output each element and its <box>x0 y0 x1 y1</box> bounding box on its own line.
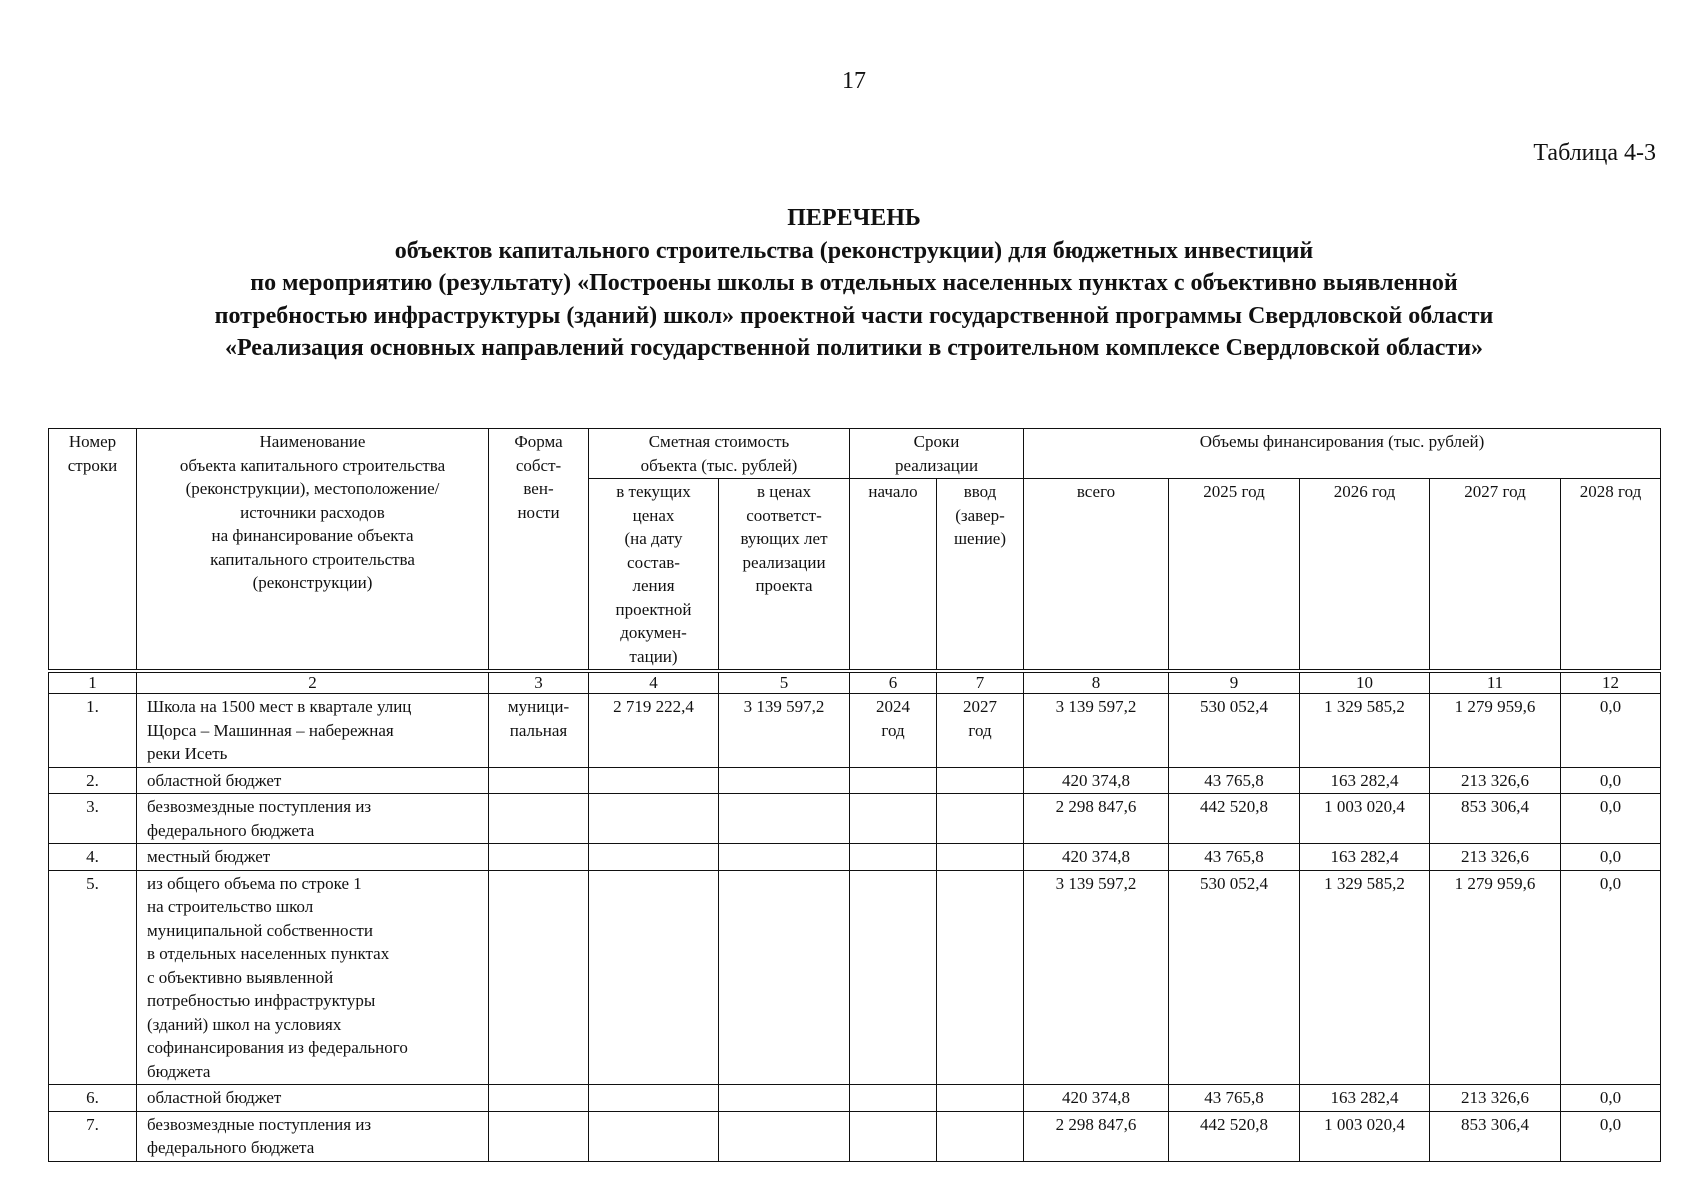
text-line: Сроки <box>913 432 960 451</box>
column-number: 6 <box>850 673 937 694</box>
financing-2028: 0,0 <box>1561 767 1661 794</box>
text-line: собст- <box>515 455 562 475</box>
text-line: капитального строительства <box>210 549 415 569</box>
header-timeline <box>850 429 1024 479</box>
cost-current-prices <box>589 844 719 871</box>
financing-2026: 163 282,4 <box>1300 767 1430 794</box>
text-line: тации) <box>629 646 678 666</box>
text-line: начало <box>868 482 918 501</box>
ownership-form <box>489 870 589 1085</box>
table-row <box>49 794 1661 844</box>
financing-2026: 1 003 020,4 <box>1300 1111 1430 1161</box>
object-name <box>137 767 489 794</box>
text-line: ввод <box>963 482 997 501</box>
text-line: год <box>968 720 992 740</box>
text-line: вен- <box>523 479 554 498</box>
text-line: год <box>881 720 905 740</box>
object-name <box>137 844 489 871</box>
text-line: из общего объема по строке 1 <box>147 873 362 893</box>
header-row-number <box>49 429 137 670</box>
text-line: (завер- <box>955 505 1005 525</box>
row-number: 3. <box>49 794 137 844</box>
header-current-prices <box>589 479 719 670</box>
completion-year <box>937 767 1024 794</box>
text-line: областной бюджет <box>147 1088 282 1107</box>
text-line: на финансирование объекта <box>211 526 414 545</box>
completion-year <box>937 794 1024 844</box>
cost-projected-prices: 3 139 597,2 <box>719 694 850 768</box>
financing-2027: 213 326,6 <box>1430 1085 1561 1112</box>
cost-current-prices <box>589 794 719 844</box>
header-2027: 2027 год <box>1430 479 1561 670</box>
text-line: Объемы финансирования (тыс. рублей) <box>1199 432 1485 451</box>
cost-current-prices: 2 719 222,4 <box>589 694 719 768</box>
start-year <box>850 694 937 768</box>
text-line: с объективно выявленной <box>147 967 334 987</box>
page-number: 17 <box>842 68 866 94</box>
title-line: объектов капитального строительства (реконструкции) для бюджетных инвестиций <box>394 237 1314 264</box>
financing-total: 420 374,8 <box>1024 767 1169 794</box>
row-number: 7. <box>49 1111 137 1161</box>
column-number: 3 <box>489 673 589 694</box>
text-line: безвозмездные поступления из <box>147 1114 372 1134</box>
financing-2027: 1 279 959,6 <box>1430 694 1561 768</box>
title-line: потребностью инфраструктуры (зданий) школ» проектной части государственной программы Свердловской области <box>214 302 1494 329</box>
financing-total: 3 139 597,2 <box>1024 694 1169 768</box>
column-number: 12 <box>1561 673 1661 694</box>
object-name <box>137 794 489 844</box>
object-name <box>137 870 489 1085</box>
row-number: 1. <box>49 694 137 768</box>
text-line: потребностью инфраструктуры <box>147 991 376 1010</box>
text-line: бюджета <box>147 1061 211 1081</box>
text-line: федерального бюджета <box>147 1138 315 1157</box>
financing-2025: 442 520,8 <box>1169 1111 1300 1161</box>
table-row <box>49 1111 1661 1161</box>
text-line: объекта капитального строительства <box>179 455 446 475</box>
text-line: безвозмездные поступления из <box>147 797 372 816</box>
cost-projected-prices <box>719 767 850 794</box>
start-year <box>850 844 937 871</box>
financing-total: 3 139 597,2 <box>1024 870 1169 1085</box>
row-number: 5. <box>49 870 137 1085</box>
cost-current-prices <box>589 767 719 794</box>
ownership-form <box>489 844 589 871</box>
text-line: проекта <box>755 576 813 595</box>
text-line: источники расходов <box>240 502 385 522</box>
header-projected-prices <box>719 479 850 670</box>
start-year <box>850 1085 937 1112</box>
completion-year <box>937 870 1024 1085</box>
text-line: федерального бюджета <box>147 820 315 840</box>
text-line: Щорса – Машинная – набережная <box>147 720 394 740</box>
ownership-form <box>489 694 589 768</box>
text-line: (зданий) школ на условиях <box>147 1014 342 1034</box>
text-line: реализации <box>894 455 979 475</box>
column-number: 5 <box>719 673 850 694</box>
completion-year <box>937 844 1024 871</box>
row-number: 6. <box>49 1085 137 1112</box>
text-line: Номер <box>68 432 117 451</box>
text-line: на строительство школ <box>147 897 314 916</box>
text-line: объекта (тыс. рублей) <box>640 455 798 475</box>
text-line: муници- <box>507 697 570 716</box>
start-year <box>850 870 937 1085</box>
column-number: 11 <box>1430 673 1561 694</box>
cost-projected-prices <box>719 1111 850 1161</box>
text-line: (реконструкции) <box>252 573 373 592</box>
start-year <box>850 767 937 794</box>
column-number: 10 <box>1300 673 1430 694</box>
ownership-form <box>489 794 589 844</box>
text-line: соответст- <box>746 505 822 525</box>
financing-2025: 43 765,8 <box>1169 844 1300 871</box>
column-number: 8 <box>1024 673 1169 694</box>
header-total: всего <box>1024 479 1169 670</box>
table-row <box>49 767 1661 794</box>
header-2026: 2026 год <box>1300 479 1430 670</box>
text-line: состав- <box>627 552 680 572</box>
column-number: 9 <box>1169 673 1300 694</box>
financing-2027: 213 326,6 <box>1430 844 1561 871</box>
text-line: софинансирования из федерального <box>147 1038 408 1057</box>
objects-table <box>48 428 1661 1162</box>
financing-2026: 163 282,4 <box>1300 844 1430 871</box>
header-ownership <box>489 429 589 670</box>
completion-year <box>937 1111 1024 1161</box>
header-estimated-cost <box>589 429 850 479</box>
financing-2027: 213 326,6 <box>1430 767 1561 794</box>
table-row <box>49 844 1661 871</box>
text-line: проектной <box>615 599 692 619</box>
header-start <box>850 479 937 670</box>
financing-total: 420 374,8 <box>1024 844 1169 871</box>
cost-current-prices <box>589 1111 719 1161</box>
start-year <box>850 794 937 844</box>
text-line: Сметная стоимость <box>648 432 790 451</box>
text-line: докумен- <box>620 623 687 642</box>
text-line: Наименование <box>259 432 366 451</box>
table-id: Таблица 4-3 <box>1533 140 1656 166</box>
text-line: Школа на 1500 мест в квартале улиц <box>147 697 412 716</box>
column-number: 4 <box>589 673 719 694</box>
cost-projected-prices <box>719 870 850 1085</box>
financing-2026: 1 329 585,2 <box>1300 694 1430 768</box>
cost-projected-prices <box>719 844 850 871</box>
text-line: вующих лет <box>740 529 828 548</box>
financing-2025: 530 052,4 <box>1169 694 1300 768</box>
text-line: строки <box>67 455 118 475</box>
text-line: 2027 <box>963 697 997 716</box>
financing-total: 420 374,8 <box>1024 1085 1169 1112</box>
text-line: шение) <box>953 529 1007 548</box>
ownership-form <box>489 1085 589 1112</box>
column-number: 7 <box>937 673 1024 694</box>
text-line: Форма <box>514 432 563 451</box>
text-line: областной бюджет <box>147 770 282 790</box>
ownership-form <box>489 1111 589 1161</box>
text-line: (на дату <box>624 529 683 548</box>
cost-projected-prices <box>719 794 850 844</box>
financing-2028: 0,0 <box>1561 870 1661 1085</box>
financing-2028: 0,0 <box>1561 1085 1661 1112</box>
financing-2025: 530 052,4 <box>1169 870 1300 1085</box>
row-number: 2. <box>49 767 137 794</box>
text-line: муниципальной собственности <box>147 920 373 940</box>
text-line: (реконструкции), местоположение/ <box>185 479 440 498</box>
title-line: «Реализация основных направлений государственной политики в строительном комплексе Свердловской области» <box>224 335 1484 361</box>
text-line: местный бюджет <box>147 847 271 866</box>
start-year <box>850 1111 937 1161</box>
completion-year <box>937 1085 1024 1112</box>
text-line: в отдельных населенных пунктах <box>147 944 390 963</box>
financing-2026: 1 003 020,4 <box>1300 794 1430 844</box>
text-line: ности <box>517 502 560 522</box>
title-line: по мероприятию (результату) «Построены школы в отдельных населенных пунктах с объективно выявленной <box>250 270 1458 296</box>
text-line: реки Исеть <box>147 744 228 763</box>
text-line: ления <box>632 576 675 595</box>
text-line: реализации <box>742 552 826 572</box>
cost-current-prices <box>589 870 719 1085</box>
financing-2025: 442 520,8 <box>1169 794 1300 844</box>
financing-total: 2 298 847,6 <box>1024 794 1169 844</box>
header-2025: 2025 год <box>1169 479 1300 670</box>
object-name <box>137 694 489 768</box>
financing-total: 2 298 847,6 <box>1024 1111 1169 1161</box>
cost-projected-prices <box>719 1085 850 1112</box>
financing-2026: 1 329 585,2 <box>1300 870 1430 1085</box>
text-line: в текущих <box>616 482 691 501</box>
text-line: пальная <box>509 720 568 740</box>
title-heading: ПЕРЕЧЕНЬ <box>787 205 921 231</box>
row-number: 4. <box>49 844 137 871</box>
header-financing <box>1024 429 1661 479</box>
financing-2025: 43 765,8 <box>1169 767 1300 794</box>
financing-2027: 853 306,4 <box>1430 1111 1561 1161</box>
financing-2028: 0,0 <box>1561 1111 1661 1161</box>
text-line: ценах <box>632 505 675 525</box>
table-row <box>49 694 1661 768</box>
financing-2026: 163 282,4 <box>1300 1085 1430 1112</box>
completion-year <box>937 694 1024 768</box>
table-row <box>49 870 1661 1085</box>
financing-2028: 0,0 <box>1561 794 1661 844</box>
header-2028: 2028 год <box>1561 479 1661 670</box>
object-name <box>137 1085 489 1112</box>
header-completion <box>937 479 1024 670</box>
header-object-name <box>137 429 489 670</box>
financing-2028: 0,0 <box>1561 844 1661 871</box>
column-number: 2 <box>137 673 489 694</box>
ownership-form <box>489 767 589 794</box>
financing-2027: 853 306,4 <box>1430 794 1561 844</box>
cost-current-prices <box>589 1085 719 1112</box>
table-row <box>49 1085 1661 1112</box>
text-line: 2024 <box>876 697 910 716</box>
document-title <box>40 202 1668 365</box>
financing-2025: 43 765,8 <box>1169 1085 1300 1112</box>
financing-2027: 1 279 959,6 <box>1430 870 1561 1085</box>
column-number: 1 <box>49 673 137 694</box>
financing-2028: 0,0 <box>1561 694 1661 768</box>
object-name <box>137 1111 489 1161</box>
text-line: в ценах <box>756 482 812 501</box>
